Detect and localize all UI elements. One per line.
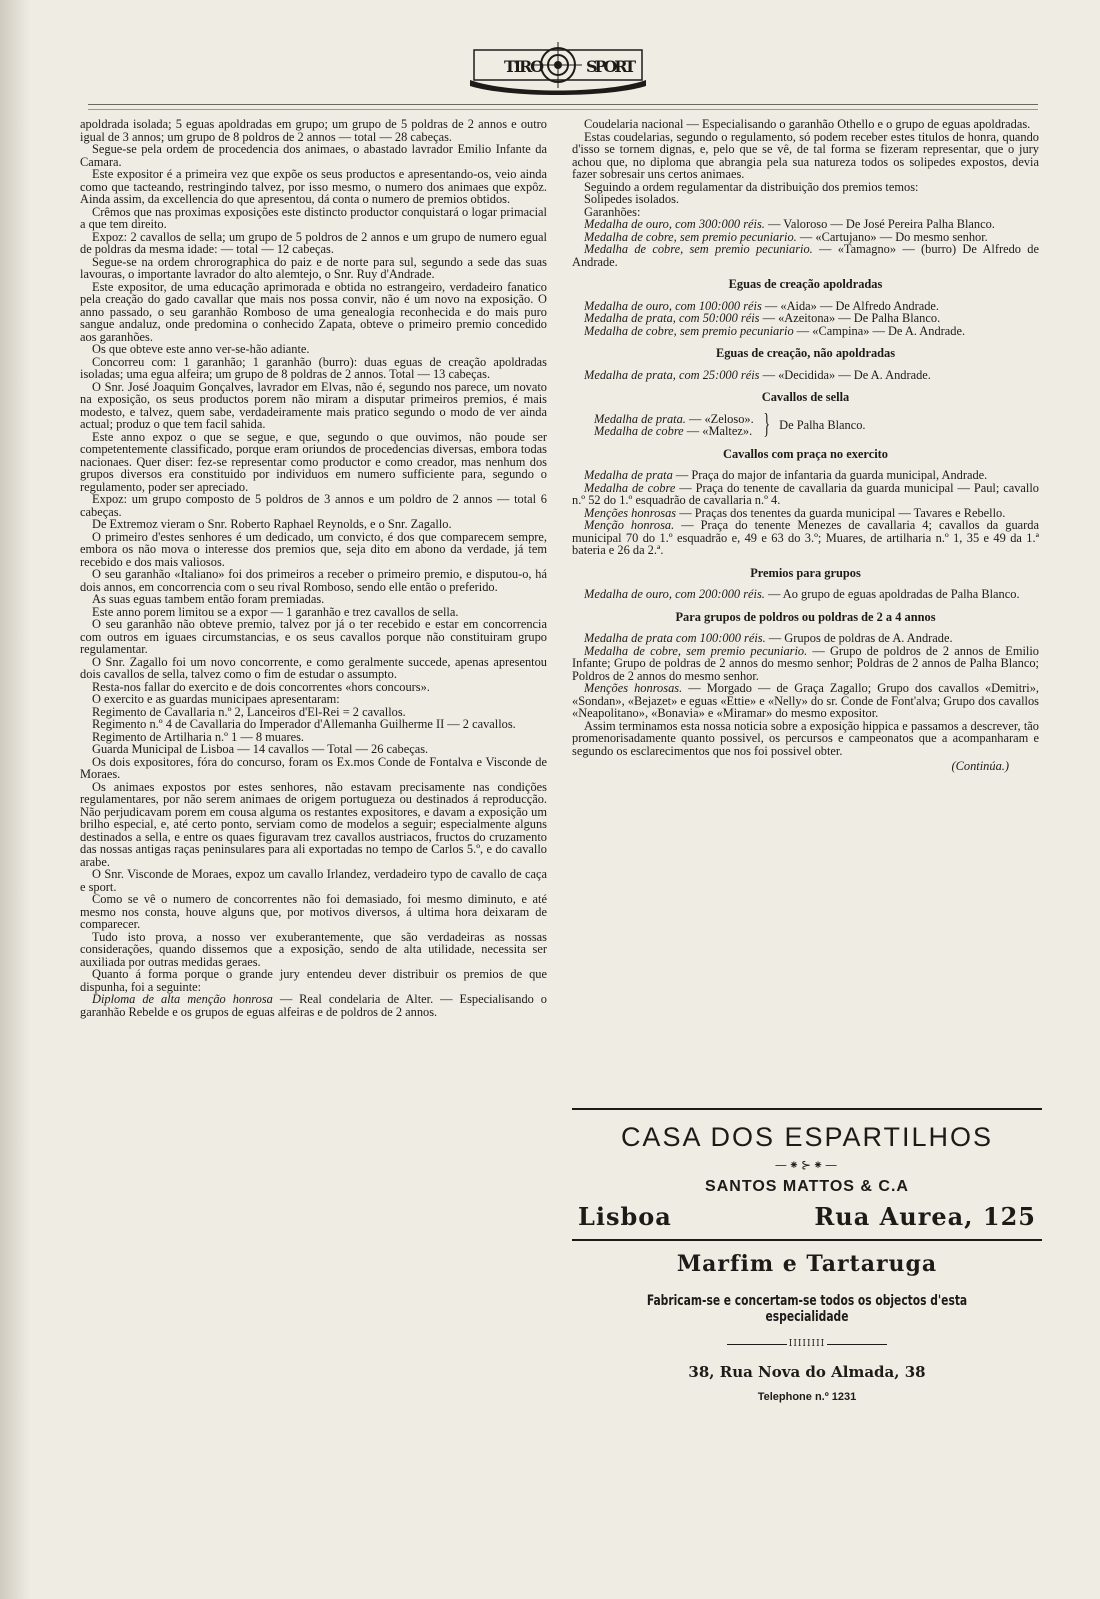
sella-owner: De Palha Blanco. <box>779 417 866 432</box>
ad-telephone: Telephone n.º 1231 <box>757 1391 857 1403</box>
paragraph: O Snr. Visconde de Moraes, expoz um cavallo Irlandez, verdadeiro typo de cavallo de caça e sport. <box>80 867 547 894</box>
ad-company: SANTOS MATTOS & C.A <box>705 1178 909 1195</box>
award-entry: Medalha de cobre, sem premio pecuniario. — Grupo de poldros de 2 annos de Emilio Infante; Grupo de poldras de 2 annos do mesmo senhor; Poldras de 2 annos de Palha Blanco; Poldros de 2 annos do mesmo senhor. <box>572 643 1039 683</box>
sella-awards <box>572 409 1039 440</box>
brace-glyph: } <box>763 409 770 440</box>
award-entry: Medalha de prata, com 25:000 réis — «Decidida» — De A. Andrade. <box>584 367 931 382</box>
award-entry: Medalha de prata, com 50:000 réis — «Azeitona» — De Palha Blanco. <box>584 311 941 325</box>
svg-text:SPORT: SPORT <box>586 57 636 76</box>
award-entry: Medalha de ouro, com 200:000 réis. — Ao grupo de eguas apoldradas de Palha Blanco. <box>584 587 1020 601</box>
ad-street: Rua Aurea, 125 <box>814 1202 1036 1231</box>
ornament-rule: IIIIIIII <box>572 1339 1042 1349</box>
section-heading: Cavallos com praça no exercito <box>723 446 888 461</box>
header-rule <box>88 104 1038 110</box>
paragraph: Este expositor é a primeira vez que expõe os seus productos e apresentando-os, veio ainda como que tacteando, restringindo talvez, por isso mesmo, o numero dos animaes que expôz. Ainda assim, da excellencia do que apresentou, dá conta o numero de premios obtidos. <box>80 167 547 206</box>
award-entry: Medalha de ouro, com 300:000 réis. — Valoroso — De José Pereira Palha Blanco. <box>584 217 995 231</box>
award-entry: Medalha de cobre — Praça do tenente de cavallaria da guarda municipal — Paul; cavallo n.º 52 do 1.º esquadrão de cavallaria n.º 4. <box>572 480 1040 507</box>
masthead-title: TIRO <box>504 57 544 76</box>
paragraph: Seguindo a ordem regulamentar da distribuição dos premios temos: <box>584 179 919 194</box>
advertisement <box>572 1108 1042 1403</box>
paragraph: Diploma de alta menção honrosa — Real condelaria de Alter. — Especialisando o garanhão Rebelde e os grupos de eguas alfeiras e de poldros de 2 annos. <box>80 992 547 1019</box>
paragraph: Regimento n.º 4 de Cavallaria do Imperador d'Allemanha Guilherme II — 2 cavallos. <box>92 717 516 731</box>
paragraph: Os que obteve este anno ver-se-hão adiante. <box>92 342 310 356</box>
paragraph: Tudo isto prova, a nosso ver exuberantemente, que são verdadeiras as nossas considerações, quando dissemos que a exposição, sendo de alta utilidade, necessita ser auxiliada por outras medidas geraes. <box>80 929 547 969</box>
page-edge <box>0 0 30 1599</box>
ad-fabricam: Fabricam-se e concertam-se todos os objectos d'esta especialidade <box>646 1293 968 1325</box>
paragraph: Resta-nos fallar do exercito e de dois concorrentes «hors concours». <box>92 679 430 694</box>
section-heading: Premios para grupos <box>750 565 861 580</box>
paragraph: Segue-se pela ordem de procedencia dos animaes, o abastado lavrador Emilio Infante da Camara. <box>80 142 547 169</box>
award-entry: Medalha de cobre, sem premio pecuniario. — «Cartujano» — Do mesmo senhor. <box>584 229 988 244</box>
paragraph: Solipedes isolados. <box>584 192 679 206</box>
paragraph: Este anno porem limitou se a expor — 1 garanhão e trez cavallos de sella. <box>92 604 459 619</box>
award-entry: Medalha de prata com 100:000 réis. — Grupos de poldras de A. Andrade. <box>584 631 953 645</box>
paragraph: apoldrada isolada; 5 eguas apoldradas em grupo; um grupo de 5 poldras de 2 annos e outro igual de 3 annos; um grupo de 8 poldros de 2 annos — total — 28 cabeças. <box>80 117 547 144</box>
paragraph: O exercito e as guardas municipaes apresentaram: <box>92 692 340 706</box>
ad-city: Lisboa <box>578 1202 672 1231</box>
paragraph: Estas coudelarias, segundo o regulamento, só podem receber estes titulos de honra, quando d'isso se tornem dignas, e, pelo que se vê, de tal forma se fizeram representar, que o jury achou que, no diploma que abrangia pela sua natureza todos os solipedes expostos, devia fazer sobresair uns certos animaes. <box>572 129 1039 181</box>
paragraph: De Extremoz vieram o Snr. Roberto Raphael Reynolds, e o Snr. Zagallo. <box>92 517 452 531</box>
award-entry: Menções honrosas — Praças dos tenentes da guarda municipal — Tavares e Rebello. <box>584 505 1006 520</box>
ad-specialty: Marfim e Tartaruga <box>676 1251 938 1277</box>
paragraph: Como se vê o numero de concorrentes não foi demasiado, foi mesmo diminuto, e até mesmo nos consta, houve alguns que, por motivos diversos, á ultima hora deixaram de comparecer. <box>80 892 547 931</box>
paragraph: Coudelaria nacional — Especialisando o garanhão Othello e o grupo de eguas apoldradas. <box>584 117 1031 131</box>
right-column <box>572 118 1039 773</box>
paragraph: Segue-se na ordem chrorographica do paiz e de norte para sul, segundo a sede das suas lavouras, o importante lavrador do alto alemtejo, o Snr. Ruy d'Andrade. <box>80 254 547 281</box>
paragraph: Regimento de Artilharia n.º 1 — 8 muares. <box>92 729 305 744</box>
ad-rule <box>572 1108 1042 1110</box>
ad-address <box>572 1202 1042 1231</box>
award-entry: Medalha de cobre, sem premio pecuniario — «Campina» — De A. Andrade. <box>584 323 966 338</box>
paragraph: Garanhões: <box>584 204 641 219</box>
paragraph: Guarda Municipal de Lisboa — 14 cavallos — Total — 26 cabeças. <box>92 742 429 756</box>
award-entry: Menção honrosa. — Praça do tenente Menezes de cavallaria 4; cavallos da guarda municipal 70 do 1.º esquadrão e, 49 e 63 do 3.º; Muares, de artilharia n.º 1, 35 e 49 da 1.ª bateria e 26 da 2.ª. <box>572 518 1039 557</box>
award-entry: Medalha de ouro, com 100:000 réis — «Aida» — De Alfredo Andrade. <box>584 298 940 313</box>
ad-rule <box>572 1239 1042 1241</box>
section-heading: Para grupos de poldros ou poldras de 2 a 4 annos <box>675 609 936 624</box>
masthead-logo <box>468 36 648 96</box>
paragraph: Expoz: um grupo composto de 5 poldros de 3 annos e um poldro de 2 annos — total 6 cabeças. <box>80 492 547 519</box>
paragraph: Os animaes expostos por estes senhores, não estavam precisamente nas condições regulamentares, por não serem animaes de origem portugueza ou destinados á reproducção. Não perjudicavam porem em cousa alguma os restantes expositores, e davam a exposição um brilho especial, e, até certo ponto, serviam como de modelos a seguir; especialmente alguns destinados a sella, e entre os quaes figuravam trez cavallos austriacos, fructos do cruzamento das nossas antigas raças peninsulares para ali exportadas no tempo de Carlos 5.º, e do cavallo arabe. <box>80 779 547 869</box>
section-heading: Eguas de creação apoldradas <box>728 277 883 291</box>
award-entry: Medalha de prata. — «Zeloso». <box>594 411 754 426</box>
paragraph: Este anno expoz o que se segue, e que, segundo o que ouvimos, não poude ser competentemente classificado, porque eram oriundos de procedencias diversas, embora todas nacionaes. Quer diser: fez-se representar como productor e como creador, mas nenhum dos grupos diversos era constituido por individuos em numero sufficiente para, segundo o regulamento, poder ser apreciado. <box>80 429 547 494</box>
paragraph: O primeiro d'estes senhores é um dedicado, um convicto, é dos que comparecem sempre, embora os não mova o interesse dos premios que, seja dito em abono da verdade, já tem recebido e dos mais valiosos. <box>80 529 547 569</box>
paragraph: O seu garanhão não obteve premio, talvez por já o ter recebido e estar em concorrencia com outros em iguaes circumstancias, e os seus cavallos porque não constituiram grupo regulamentar. <box>80 617 547 656</box>
paragraph: Concorreu com: 1 garanhão; 1 garanhão (burro): duas eguas de creação apoldradas isoladas; uma egua alfeira; um grupo de 8 poldras de 2 annos. Total — 13 cabeças. <box>80 354 547 381</box>
award-entry: Medalha de cobre, sem premio pecuniario. — «Tamagno» — (burro) De Alfredo de Andrade. <box>572 242 1039 269</box>
paragraph: As suas eguas tambem então foram premiadas. <box>92 592 325 606</box>
paragraph: Assim terminamos esta nossa noticia sobre a exposição hippica e passamos a descrever, tão promenorisadamente quanto possivel, os percursos e campeonatos que a acompanharam e segundo os esclarecimentos que nos foi possivel obter. <box>572 718 1039 758</box>
paragraph: O Snr. José Joaquim Gonçalves, lavrador em Elvas, não é, segundo nos parece, um novato na exposição, os seus productos porem não miram a disputar primeiros premios, é mais modesto, e talvez, quem sabe, verdadeiramente mais pratico segundo o modo de ver ainda actual; produz o que tem facil sahida. <box>80 379 547 431</box>
paragraph: O seu garanhão «Italiano» foi dos primeiros a receber o primeiro premio, e disputou-o, há dois annos, em concorrencia com o seu rival Romboso, sendo elle então o preferido. <box>80 567 547 594</box>
section-heading: Eguas de creação, não apoldradas <box>715 346 896 360</box>
ad-address-2: 38, Rua Nova do Almada, 38 <box>688 1363 926 1381</box>
ad-title: CASA DOS ESPARTILHOS <box>620 1122 994 1152</box>
paragraph: Quanto á forma porque o grande jury entendeu dever distribuir os premios de que dispunha, foi a seguinte: <box>80 967 547 994</box>
paragraph: Crêmos que nas proximas exposições este distincto productor conquistará o logar primacial a que tem direito. <box>80 204 547 231</box>
paragraph: Regimento de Cavallaria n.º 2, Lanceiros d'El-Rei = 2 cavallos. <box>92 704 406 719</box>
award-entry: Medalha de prata — Praça do major de infantaria da guarda municipal, Andrade. <box>584 468 988 482</box>
paragraph: Este expositor, de uma educação aprimorada e obtida no estrangeiro, verdadeiro fanatico pela creação do gado cavallar que mais nos possa convir, não é um novo na exposição. O anno passado, o seu garanhão Romboso de uma genealogia reconhecida e do mais puro sangue andaluz, onde predomina o conhecido Zapata, obteve o primeiro premio concedido aos garanhões. <box>80 279 547 344</box>
award-entry: Medalha de cobre — «Maltez». <box>594 424 753 438</box>
paragraph: O Snr. Zagallo foi um novo concorrente, e como geralmente succede, apenas apresentou dois cavallos de sella, talvez como o fim de estudar o assumpto. <box>80 654 547 681</box>
left-column <box>80 118 547 1018</box>
paragraph: Expoz: 2 cavallos de sella; um grupo de 5 poldros de 2 annos e um grupo de numero egual de poldras da mesma idade: — total — 12 cabeças. <box>80 229 547 256</box>
award-entry: Menções honrosas. — Morgado — de Graça Zagallo; Grupo dos cavallos «Demitri», «Sondan», «Bejazet» e eguas «Ettie» e «Nelly» do sr. Conde de Font'alva; Grupo dos cavallos «Neapolitano», «Bonavia» e «Miramar» do mesmo expositor. <box>572 681 1039 720</box>
continua-note: (Continúa.) <box>951 759 1009 773</box>
paragraph: Os dois expositores, fóra do concurso, foram os Ex.mos Conde de Fontalva e Visconde de Moraes. <box>80 754 547 781</box>
ornament: —⁕⊱⁕— <box>774 1158 840 1172</box>
section-heading: Cavallos de sella <box>761 390 850 404</box>
